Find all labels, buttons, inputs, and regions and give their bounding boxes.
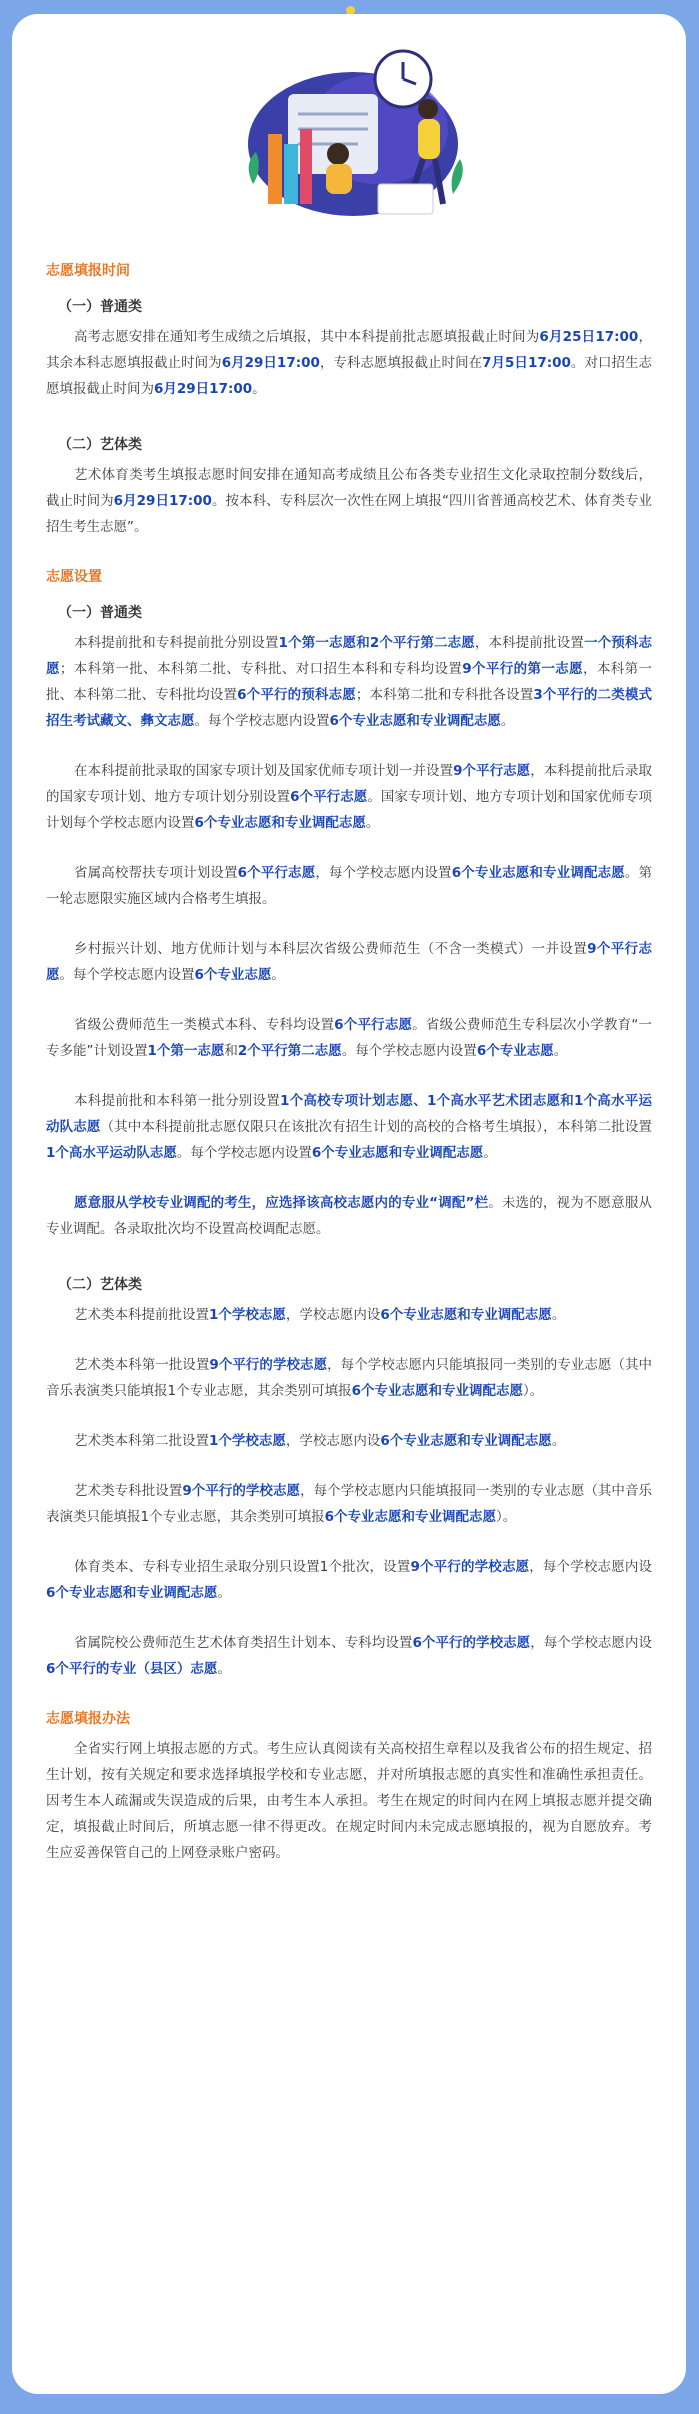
body-text: 和	[224, 1043, 238, 1059]
paragraph	[46, 1012, 652, 1064]
highlight-text: 一个预科志愿	[46, 635, 653, 677]
body-text: 。对口招生志愿填报截止时间为	[46, 355, 653, 397]
body-text: 全省实行网上填报志愿的方式。考生应认真阅读有关高校招生章程以及我省公布的招生规定、招生计划，按有关规定和要求选择填报学校和专业志愿，并对所填报志愿的真实性和准确性承担责任。因考生本人疏漏或失误造成的后果，由考生本人承担。考生在规定的时间内在网上填报志愿并提交确定，填报截止时间后，所填志愿一律不得更改。在规定时间内未完成志愿填报的，视为自愿放弃。考生应妥善保管自己的上网登录账户密码。	[46, 1741, 652, 1861]
highlight-text: 6个平行的专业（县区）志愿	[46, 1661, 218, 1677]
study-illustration-icon	[228, 34, 478, 224]
paragraph	[46, 630, 652, 734]
highlight-text: 6个平行的学校志愿	[412, 1635, 531, 1651]
highlight-text: 6个专业志愿和专业调配志愿	[194, 815, 366, 831]
body-text: 。	[551, 1307, 566, 1323]
body-text: 体育类本、专科专业招生录取分别只设置1个批次，设置	[74, 1559, 411, 1575]
body-text: ）。	[523, 1383, 544, 1399]
body-text: 本科提前批和本科第一批分别设置	[74, 1093, 281, 1109]
article-content	[46, 260, 652, 1866]
body-text: 艺术体育类考生填报志愿时间安排在通知高考成绩且公布各类专业招生文化录取控制分数线后，截止时间为	[46, 467, 652, 509]
highlight-text: 1个高水平运动队志愿	[46, 1145, 177, 1161]
paragraph	[46, 936, 652, 988]
paragraph	[46, 1352, 652, 1404]
body-text: 省级公费师范生一类模式本科、专科均设置	[74, 1017, 335, 1033]
highlight-text: 6个平行志愿	[237, 865, 316, 881]
highlight-text: 6个平行志愿	[334, 1017, 413, 1033]
highlight-text: 9个平行的学校志愿	[182, 1483, 301, 1499]
body-text: 艺术类本科第一批设置	[74, 1357, 210, 1373]
body-text: ；本科第二批和专科批各设置	[355, 687, 534, 703]
section-title-time: 志愿填报时间	[46, 263, 130, 279]
body-text: ，本科提前批后录取的国家专项计划、地方专项计划分别设置	[46, 763, 652, 805]
body-text: 。每个学校志愿内设置	[194, 713, 330, 729]
body-text: ，学校志愿内设	[285, 1307, 381, 1323]
body-text: ；本科第一批、本科第二批、专科批、对口招生本科和专科均设置	[59, 661, 463, 677]
body-text: 在本科提前批录取的国家专项计划及国家优师专项计划一并设置	[74, 763, 454, 779]
body-text: 省属院校公费师范生艺术体育类招生计划本、专科均设置	[74, 1635, 413, 1651]
body-text: 。	[551, 1433, 566, 1449]
subsection-title: （一）普通类	[58, 605, 142, 621]
body-text: ，本科第一批、本科第二批、专科批均设置	[46, 661, 652, 703]
highlight-text: 6个专业志愿和专业调配志愿	[351, 1383, 523, 1399]
body-text: 本科提前批和专科提前批分别设置	[74, 635, 279, 651]
highlight-text: 6月29日17:00	[154, 381, 253, 397]
subsection-title: （二）艺体类	[58, 437, 142, 453]
body-text: 。未选的，视为不愿意服从专业调配。各录取批次均不设置高校调配志愿。	[46, 1195, 653, 1237]
highlight-text: 6月25日17:00	[539, 329, 639, 345]
highlight-text: 6月29日17:00	[221, 355, 320, 371]
section-title-setup: 志愿设置	[46, 569, 102, 585]
body-text: ，每个学校志愿内设	[529, 1559, 653, 1575]
body-text: 。第一轮志愿限实施区域内合格考生填报。	[46, 865, 652, 907]
body-text: 。	[500, 713, 515, 729]
body-text: ，专科志愿填报截止时间在	[319, 355, 483, 371]
article-card	[12, 14, 686, 2394]
body-text: 艺术类本科第二批设置	[74, 1433, 209, 1449]
highlight-text: 9个平行的学校志愿	[410, 1559, 530, 1575]
highlight-text: 2个平行第二志愿	[237, 1043, 342, 1059]
paragraph	[46, 1630, 652, 1682]
highlight-text: 3个平行的二类模式招生考试藏文、彝文志愿	[46, 687, 652, 729]
highlight-text: 1个学校志愿	[209, 1433, 286, 1449]
paragraph	[46, 1478, 652, 1530]
body-text: ，其余本科志愿填报截止时间为	[46, 329, 653, 371]
highlight-text: 1个第一志愿	[147, 1043, 225, 1059]
body-text: 。国家专项计划、地方专项计划和国家优师专项计划每个学校志愿内设置	[46, 789, 652, 831]
highlight-text: 愿意服从学校专业调配的考生，应选择该高校志愿内的专业“调配”栏	[74, 1195, 489, 1211]
body-text: （其中本科提前批志愿仅限只在该批次有招生计划的高校的合格考生填报），本科第二批设置	[100, 1119, 653, 1135]
highlight-text: 6个专业志愿和专业调配志愿	[311, 1145, 484, 1161]
body-text: 艺术类专科批设置	[74, 1483, 183, 1499]
body-text: 。每个学校志愿内设置	[59, 967, 195, 983]
highlight-text: 6个专业志愿	[476, 1043, 554, 1059]
paragraph	[46, 758, 652, 836]
highlight-text: 6个专业志愿和专业调配志愿	[329, 713, 501, 729]
highlight-text: 6个专业志愿	[194, 967, 272, 983]
body-text: ，每个学校志愿内只能填报同一类别的专业志愿（其中音乐表演类只能填报1个专业志愿，其余类别可填报	[46, 1483, 653, 1525]
body-text: 。	[553, 1043, 568, 1059]
highlight-text: 6月29日17:00	[113, 493, 212, 509]
paragraph	[46, 860, 652, 912]
highlight-text: 9个平行的第一志愿	[462, 661, 583, 677]
body-text: 乡村振兴计划、地方优师计划与本科层次省级公费师范生（不含一类模式）一并设置	[74, 941, 588, 957]
paragraph	[46, 1736, 652, 1866]
paragraph	[46, 462, 652, 540]
highlight-text: 6个专业志愿和专业调配志愿	[46, 1585, 218, 1601]
body-text: 。每个学校志愿内设置	[176, 1145, 312, 1161]
paragraph	[46, 1302, 652, 1328]
body-text: 。	[365, 815, 380, 831]
body-text: 。	[271, 967, 285, 983]
highlight-text: 9个平行志愿	[46, 941, 652, 983]
section-title-method: 志愿填报办法	[46, 1711, 130, 1727]
highlight-text: 1个学校志愿	[209, 1307, 286, 1323]
body-text: ，本科提前批设置	[474, 635, 584, 651]
body-text: 。	[217, 1585, 231, 1601]
subsection-title: （二）艺体类	[58, 1277, 142, 1293]
body-text: ，每个学校志愿内设置	[315, 865, 452, 881]
body-text: 。	[252, 381, 266, 397]
body-text: ，每个学校志愿内只能填报同一类别的专业志愿（其中音乐表演类只能填报1个专业志愿，其余类别可填报	[46, 1357, 653, 1399]
body-text: ）。	[496, 1509, 517, 1525]
body-text: 。每个学校志愿内设置	[341, 1043, 477, 1059]
body-text: 。	[483, 1145, 497, 1161]
highlight-text: 6个专业志愿和专业调配志愿	[324, 1509, 496, 1525]
body-text: ，学校志愿内设	[285, 1433, 381, 1449]
body-text: 高考志愿安排在通知考生成绩之后填报，其中本科提前批志愿填报截止时间为	[74, 329, 540, 345]
highlight-text: 1个高校专项计划志愿、1个高水平艺术团志愿和1个高水平运动队志愿	[46, 1093, 653, 1135]
highlight-text: 6个专业志愿和专业调配志愿	[380, 1433, 552, 1449]
body-text: 艺术类本科提前批设置	[74, 1307, 209, 1323]
paragraph	[46, 1428, 652, 1454]
body-text: 。按本科、专科层次一次性在网上填报“四川省普通高校艺术、体育类专业招生考生志愿”。	[46, 493, 653, 535]
highlight-text: 6个专业志愿和专业调配志愿	[451, 865, 625, 881]
body-text: 。	[217, 1661, 231, 1677]
highlight-text: 6个平行志愿	[290, 789, 368, 805]
body-text: 省属高校帮扶专项计划设置	[74, 865, 238, 881]
paragraph	[46, 1190, 652, 1242]
highlight-text: 7月5日17:00	[482, 355, 571, 371]
subsection-title: （一）普通类	[58, 299, 142, 315]
paragraph	[46, 1088, 652, 1166]
body-text: 。省级公费师范生专科层次小学教育“一专多能”计划设置	[46, 1017, 653, 1059]
paragraph	[46, 1554, 652, 1606]
highlight-text: 6个平行的预科志愿	[237, 687, 356, 703]
highlight-text: 1个第一志愿和2个平行第二志愿	[278, 635, 475, 651]
highlight-text: 9个平行志愿	[453, 763, 531, 779]
body-text: ，每个学校志愿内设	[530, 1635, 653, 1651]
highlight-text: 9个平行的学校志愿	[209, 1357, 328, 1373]
paragraph	[46, 324, 652, 402]
highlight-text: 6个专业志愿和专业调配志愿	[380, 1307, 552, 1323]
